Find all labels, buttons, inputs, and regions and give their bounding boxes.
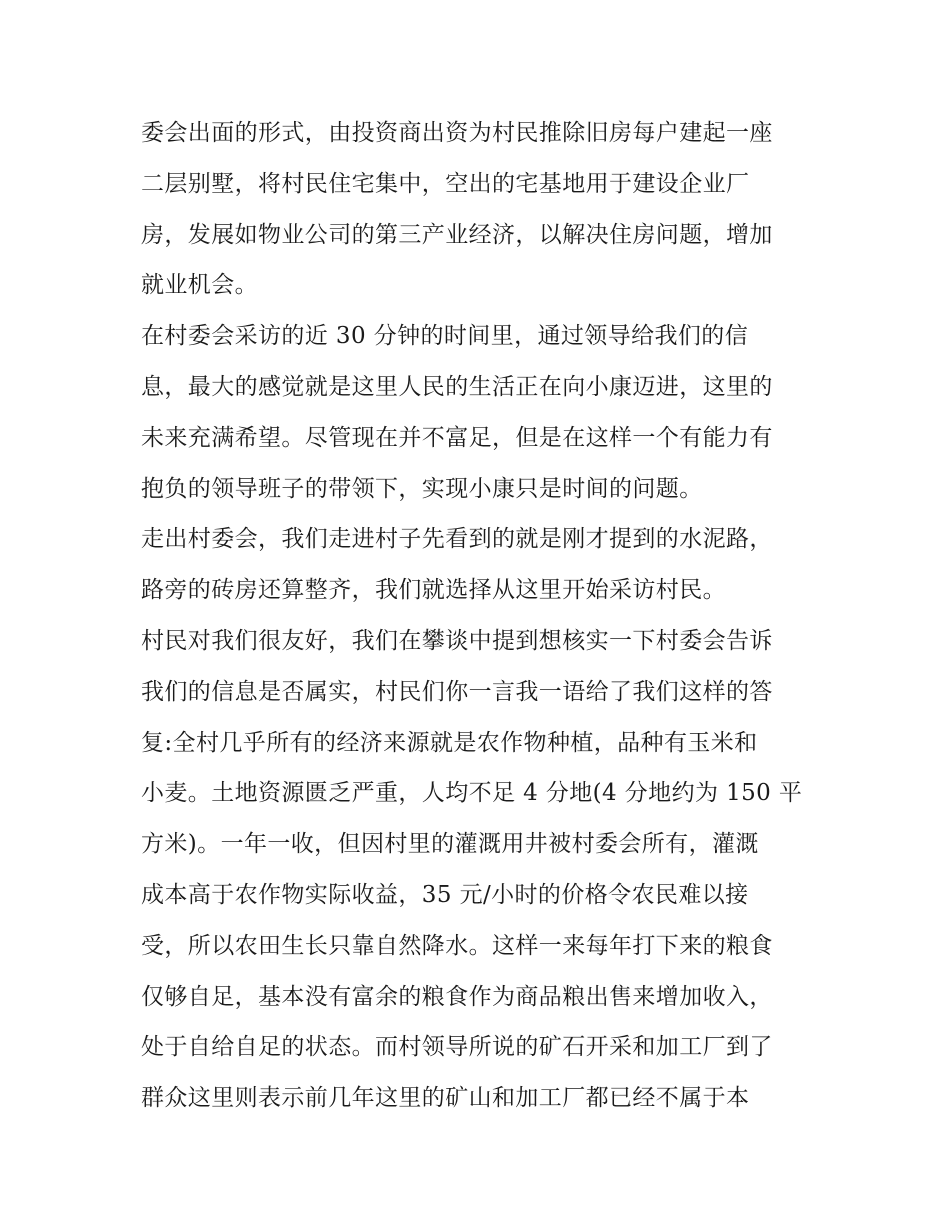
body-text: [141, 108, 821, 1124]
text-line-2: 二层别墅，将村民住宅集中，空出的宅基地用于建设企业厂: [141, 170, 750, 197]
text-line-17: 受，所以农田生长只靠自然降水。这样一来每年打下来的粮食: [141, 932, 773, 959]
text-line-5: 在村委会采访的近 30 分钟的时间里，通过领导给我们的信: [141, 323, 749, 350]
text-line-20: 群众这里则表示前几年这里的矿山和加工厂都已经不属于本: [141, 1085, 750, 1112]
text-line-12: 我们的信息是否属实，村民们你一言我一语给了我们这样的答: [141, 678, 773, 705]
text-line-11: 村民对我们很友好，我们在攀谈中提到想核实一下村委会告诉: [141, 627, 773, 654]
text-line-6: 息，最大的感觉就是这里人民的生活正在向小康迈进，这里的: [141, 373, 773, 400]
text-line-19: 处于自给自足的状态。而村领导所说的矿石开采和加工厂到了: [141, 1034, 773, 1061]
text-line-9: 走出村委会，我们走进村子先看到的就是刚才提到的水泥路，: [141, 526, 773, 553]
text-line-18: 仅够自足，基本没有富余的粮食作为商品粮出售来增加收入，: [141, 983, 773, 1010]
text-line-8: 抱负的领导班子的带领下，实现小康只是时间的问题。: [141, 475, 703, 502]
text-line-10: 路旁的砖房还算整齐，我们就选择从这里开始采访村民。: [141, 577, 726, 604]
text-line-3: 房，发展如物业公司的第三产业经济，以解决住房问题，增加: [141, 221, 773, 248]
text-line-16: 成本高于农作物实际收益，35 元/小时的价格令农民难以接: [141, 881, 749, 908]
text-line-7: 未来充满希望。尽管现在并不富足，但是在这样一个有能力有: [141, 424, 773, 451]
text-line-1: 委会出面的形式，由投资商出资为村民推除旧房每户建起一座: [141, 120, 773, 146]
text-line-14: 小麦。土地资源匮乏严重，人均不足 4 分地(4 分地约为 150 平: [141, 780, 803, 807]
text-line-4: 就业机会。: [141, 272, 258, 299]
text-line-13: 复:全村几乎所有的经济来源就是农作物种植，品种有玉米和: [141, 729, 758, 756]
text-line-15: 方米)。一年一收，但因村里的灌溉用井被村委会所有，灌溉: [141, 831, 759, 858]
